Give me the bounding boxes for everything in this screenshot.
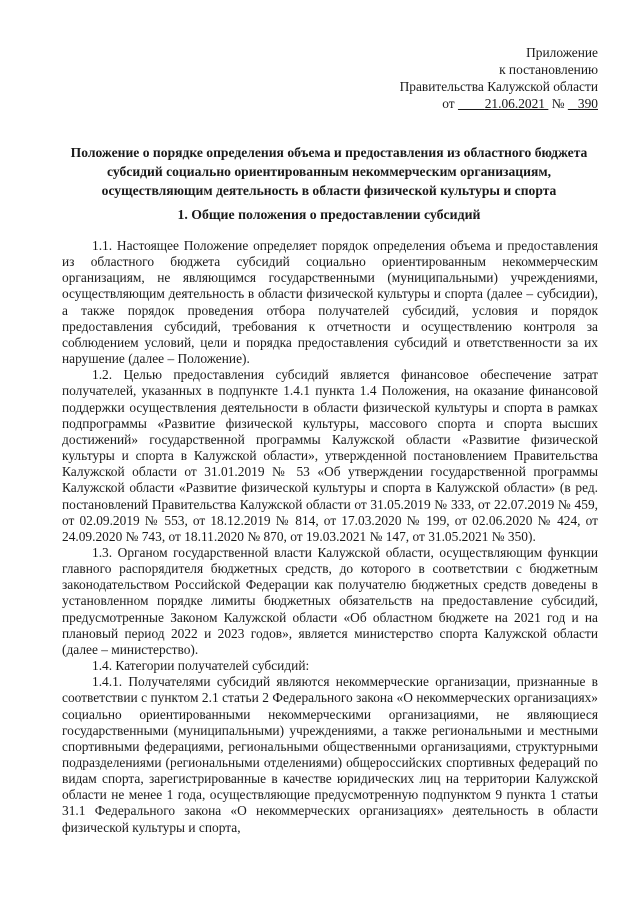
document-title — [60, 143, 598, 200]
appendix-line-1: Приложение — [526, 45, 598, 60]
paragraph-1-3: 1.3. Органом государственной власти Калужской области, осуществляющим функции главного распорядителя бюджетных средств, до которого в соответствии с бюджетным законодательством Российской Федерации как получателю бюджетных средств доведены в установленном порядке лимиты бюджетных обязательств на предоставление субсидий, предусмотренные Законом Калужской области «Об областном бюджете на 2021 год и на плановый период 2022 и 2023 годов», является министерство спорта Калужской области (далее – министерство). — [62, 544, 598, 657]
title-line-3: осуществляющим деятельность в области физической культуры и спорта — [101, 183, 557, 198]
document-body — [62, 238, 598, 836]
paragraph-1-4: 1.4. Категории получателей субсидий: — [92, 658, 310, 674]
decree-number: 390 — [577, 96, 598, 111]
appendix-block — [400, 44, 598, 112]
appendix-date-line — [400, 95, 598, 112]
decree-date: 21.06.2021 — [484, 96, 545, 111]
appendix-line-2: к постановлению — [499, 62, 598, 77]
section-heading: 1. Общие положения о предоставлении субсидий — [177, 207, 481, 222]
title-line-1: Положение о порядке определения объема и предоставления из областного бюджета — [70, 145, 588, 160]
title-line-2: субсидий социально ориентированным некоммерческим организациям, — [107, 164, 551, 179]
paragraph-1-4-1: 1.4.1. Получателями субсидий являются некоммерческие организации, признанные в соответствии с пунктом 2.1 статьи 2 Федерального закона «О некоммерческих организациях» социально ориентированными некоммерческими организациями, не являющиеся государственными (муниципальными) учреждениями, а также региональными и местными спортивными федерациями, региональными общественными организациями, структурными подразделениями (региональными отделениями) общероссийских спортивных федераций по видам спорта, зарегистрированные в качестве юридических лиц на территории Калужской области не менее 1 года, осуществляющие предусмотренную подпунктом 9 пункта 1 статьи 31.1 Федерального закона «О некоммерческих организациях» деятельность в области физической культуры и спорта, — [62, 674, 598, 835]
paragraph-1-1: 1.1. Настоящее Положение определяет порядок определения объема и предоставления из областного бюджета субсидий социально ориентированным некоммерческим организациям, не являющимся государственными (муниципальными) учреждениями, осуществляющим деятельность в области физической культуры и спорта (далее – субсидии), а также порядок проведения отбора получателей субсидий, условия и порядок предоставления субсидий, требования к отчетности и осуществлению контроля за соблюдением условий, цели и порядка предоставления субсидий и ответственности за их нарушение (далее – Положение). — [62, 238, 598, 367]
appendix-line-3: Правительства Калужской области — [399, 79, 598, 94]
number-prefix: № — [551, 96, 565, 111]
date-prefix: от — [442, 96, 455, 111]
paragraph-1-2: 1.2. Целью предоставления субсидий является финансовое обеспечение затрат получателей, указанных в подпункте 1.4.1 пункта 1.4 Положения, на оказание финансовой поддержки осуществления деятельности в области физической культуры и спорта в рамках подпрограммы «Развитие физической культуры, массового спорта и спорта высших достижений» государственной программы Калужской области «Развитие физической культуры и спорта в Калужской области», утвержденной постановлением Правительства Калужской области от 31.01.2019 № 53 «Об утверждении государственной программы Калужской области «Развитие физической культуры и спорта в Калужской области» (в ред. постановлений Правительства Калужской области от 31.05.2019 № 333, от 22.07.2019 № 459, от 02.09.2019 № 553, от 18.12.2019 № 814, от 17.03.2020 № 199, от 02.06.2020 № 424, от 24.09.2020 № 743, от 18.11.2020 № 870, от 19.03.2021 № 147, от 31.05.2021 № 350). — [62, 367, 598, 544]
